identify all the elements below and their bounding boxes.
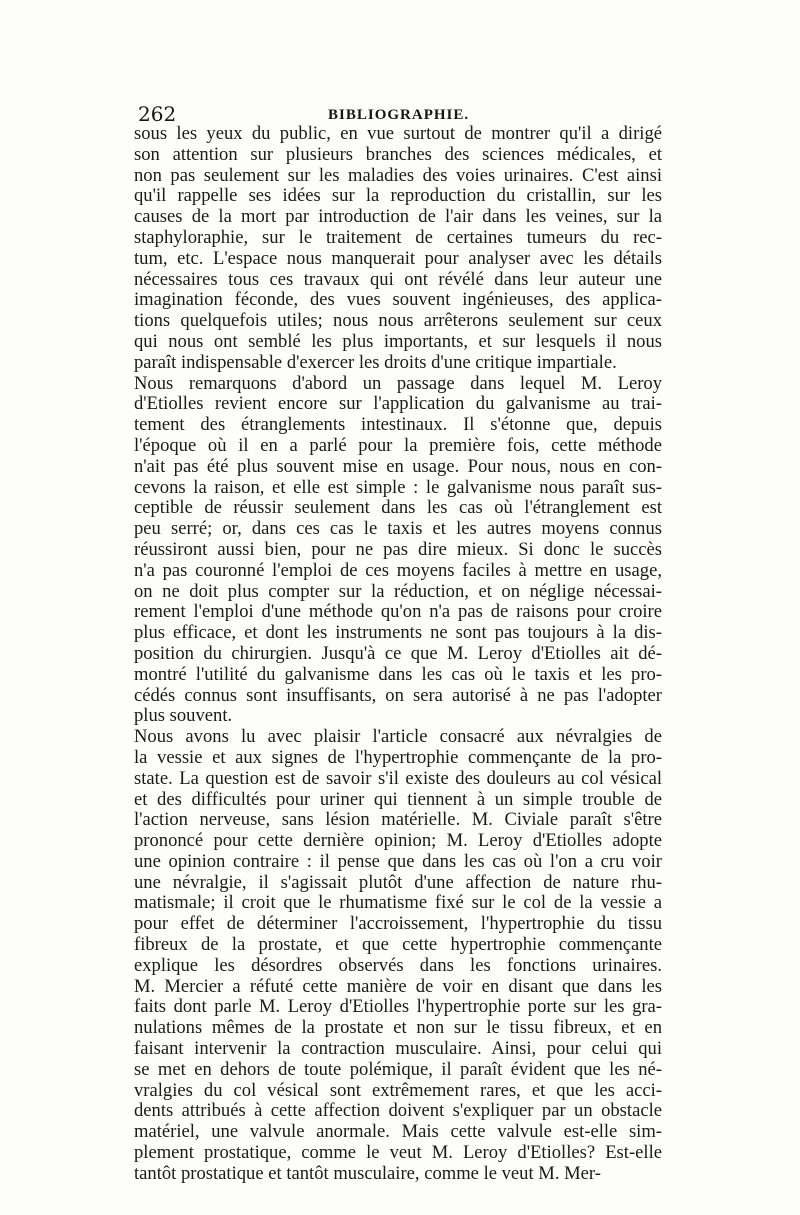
text-line: une névralgie, il s'agissait plutôt d'une affection de nature rhu- [134,871,662,893]
text-line: vralgies du col vésical sont extrêmement rares, et que les acci- [134,1079,662,1101]
text-line: M. Mercier a réfuté cette manière de voir en disant que dans les [134,975,662,997]
text-line: fibreux de la prostate, et que cette hypertrophie commençante [134,934,662,956]
text-line: matériel, une valvule anormale. Mais cette valvule est-elle sim- [134,1121,662,1143]
text-line: state. La question est de savoir s'il existe des douleurs au col vésical [134,767,662,789]
text-line: matismale; il croit que le rhumatisme fixé sur le col de la vessie a [134,892,662,914]
text-line: l'époque où il en a parlé pour la première fois, cette méthode [134,434,662,456]
text-line: son attention sur plusieurs branches des sciences médicales, et [134,143,662,165]
text-line: une opinion contraire : il pense que dans les cas où l'on a cru voir [134,850,662,872]
text-line: montré l'utilité du galvanisme dans les cas où le taxis et les pro- [134,663,662,685]
text-line: tantôt prostatique et tantôt musculaire, comme le veut M. Mer- [134,1162,601,1184]
text-line: se met en dehors de toute polémique, il paraît évident que les né- [134,1058,662,1080]
text-line: on ne doit plus compter sur la réduction, et on néglige nécessai- [134,580,662,602]
text-line: imagination féconde, des vues souvent ingénieuses, des applica- [134,289,662,311]
body-text [134,124,662,1185]
text-line: n'ait pas été plus souvent mise en usage. Pour nous, nous en con- [134,455,662,477]
text-line: nulations mêmes de la prostate et non sur le tissu fibreux, et en [134,1017,662,1039]
text-line: causes de la mort par introduction de l'air dans les veines, sur la [134,206,662,228]
text-line: n'a pas couronné l'emploi de ces moyens faciles à mettre en usage, [134,559,662,581]
text-line: qui nous ont semblé les plus importants, et sur lesquels il nous [134,330,662,352]
text-line: prononcé pour cette dernière opinion; M. Leroy d'Etiolles adopte [134,830,662,852]
paragraph [134,124,662,374]
text-line: tions quelquefois utiles; nous nous arrêterons seulement sur ceux [134,310,662,332]
text-line: sous les yeux du public, en vue surtout de montrer qu'il a dirigé [134,123,662,144]
text-line: Nous avons lu avec plaisir l'article consacré aux névralgies de [134,726,662,748]
text-line: ceptible de réussir seulement dans les cas où l'étranglement est [134,497,662,519]
text-line: paraît indispensable d'exercer les droits d'une critique impartiale. [134,351,617,373]
text-line: rement l'emploi d'une méthode qu'on n'a pas de raisons pour croire [134,601,662,623]
text-line: nécessaires tous ces travaux qui ont révélé dans leur auteur une [134,268,662,290]
text-line: cédés connus sont insuffisants, on sera autorisé à ne pas l'adopter [134,684,662,706]
text-line: explique les désordres observés dans les fonctions urinaires. [134,954,662,976]
text-line: dents attribués à cette affection doivent s'expliquer par un obstacle [134,1100,662,1122]
text-line: staphyloraphie, sur le traitement de certaines tumeurs du rec- [134,226,662,248]
text-line: l'action nerveuse, sans lésion matérielle. M. Civiale paraît s'être [134,809,662,831]
text-line: et des difficultés pour uriner qui tiennent à un simple trouble de [134,788,662,810]
text-line: qu'il rappelle ses idées sur la reproduction du cristallin, sur les [134,185,662,207]
text-line: peu serré; or, dans ces cas le taxis et les autres moyens connus [134,518,662,540]
text-line: tement des étranglements intestinaux. Il s'étonne que, depuis [134,414,662,436]
text-line: position du chirurgien. Jusqu'à ce que M. Leroy d'Etiolles ait dé- [134,642,662,664]
text-line: pour effet de déterminer l'accroissement, l'hypertrophie du tissu [134,913,662,935]
paragraph [134,727,662,1185]
text-line: d'Etiolles revient encore sur l'application du galvanisme au trai- [134,393,662,415]
text-line: tum, etc. L'espace nous manquerait pour analyser avec les détails [134,247,662,269]
text-line: faits dont parle M. Leroy d'Etiolles l'hypertrophie porte sur les gra- [134,996,662,1018]
page-number: 262 [138,102,177,126]
paragraph [134,374,662,728]
text-line: plement prostatique, comme le veut M. Leroy d'Etiolles? Est-elle [134,1142,662,1164]
text-line: faisant intervenir la contraction musculaire. Ainsi, pour celui qui [134,1038,662,1060]
section-title: BIBLIOGRAPHIE. [328,107,470,123]
text-line: plus souvent. [134,705,233,727]
text-line: non pas seulement sur les maladies des voies urinaires. C'est ainsi [134,164,662,186]
text-line: Nous remarquons d'abord un passage dans lequel M. Leroy [134,372,662,394]
text-line: réussiront aussi bien, pour ne pas dire mieux. Si donc le succès [134,538,662,560]
text-line: cevons la raison, et elle est simple : le galvanisme nous paraît sus- [134,476,662,498]
text-line: plus efficace, et dont les instruments ne sont pas toujours à la dis- [134,622,662,644]
text-line: la vessie et aux signes de l'hypertrophie commençante de la pro- [134,746,662,768]
